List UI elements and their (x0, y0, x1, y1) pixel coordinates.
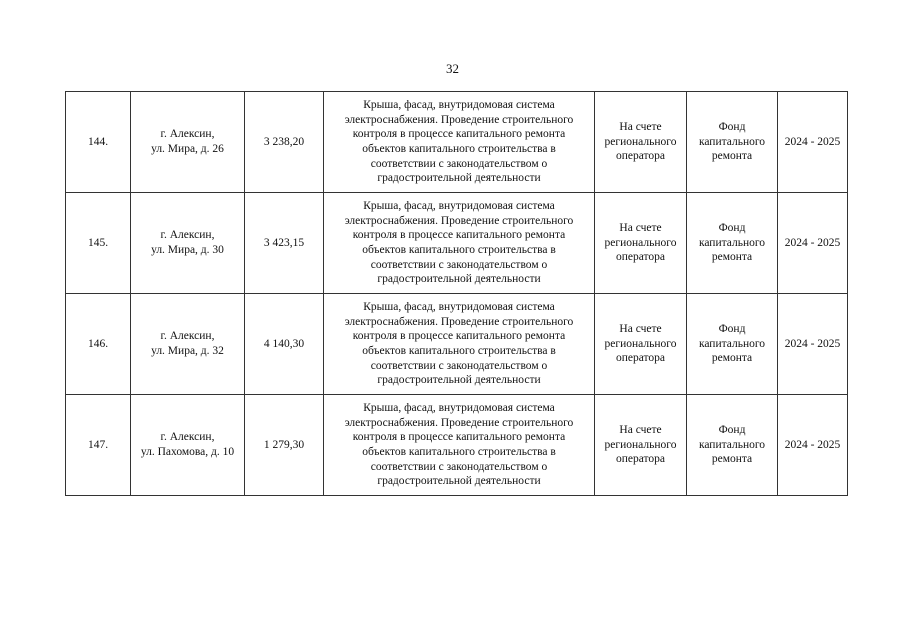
period-cell: 2024 - 2025 (778, 294, 848, 395)
works-line: Крыша, фасад, внутридомовая система (363, 200, 555, 213)
row-number: 144. (66, 92, 131, 193)
fund-line: Фонд (718, 323, 746, 336)
fund-line: ремонта (711, 251, 753, 264)
fund-line: капитального (698, 236, 766, 249)
fund-cell (687, 92, 778, 193)
account-line: регионального (604, 337, 677, 350)
account-line: оператора (615, 453, 666, 466)
works-line: объектов капитального строительства в (362, 244, 556, 256)
account-line: На счете (619, 323, 662, 336)
works-line: электроснабжения. Проведение строительного (344, 214, 574, 227)
account-line: регионального (604, 135, 677, 148)
works-line: соответствии с законодательством о (370, 157, 548, 170)
address-line: г. Алексин, (160, 229, 215, 242)
address-cell (131, 193, 245, 294)
table-row (66, 92, 848, 193)
account-line: На счете (619, 424, 662, 437)
address-line: ул. Мира, д. 32 (151, 345, 224, 357)
works-line: соответствии с законодательством о (370, 460, 548, 473)
works-cell (324, 294, 595, 395)
account-line: На счете (619, 222, 662, 235)
account-line: оператора (615, 150, 666, 163)
works-line: соответствии с законодательством о (370, 359, 548, 372)
account-cell (595, 294, 687, 395)
fund-line: ремонта (711, 352, 753, 365)
account-cell (595, 395, 687, 496)
works-line: электроснабжения. Проведение строительного (344, 416, 574, 429)
area-cell: 1 279,30 (245, 395, 324, 496)
address-cell (131, 395, 245, 496)
fund-line: капитального (698, 135, 766, 148)
works-line: электроснабжения. Проведение строительного (344, 113, 574, 126)
fund-line: Фонд (718, 222, 746, 235)
works-line: градостроительной деятельности (377, 374, 541, 387)
table-row (66, 193, 848, 294)
works-line: Крыша, фасад, внутридомовая система (363, 99, 555, 112)
account-cell (595, 193, 687, 294)
works-table-body (66, 92, 848, 496)
row-number: 146. (66, 294, 131, 395)
works-line: объектов капитального строительства в (362, 143, 556, 155)
fund-cell (687, 294, 778, 395)
works-cell (324, 92, 595, 193)
address-line: ул. Мира, д. 30 (151, 244, 224, 256)
fund-line: ремонта (711, 453, 753, 466)
works-line: контроля в процессе капитального ремонта (352, 128, 566, 141)
address-line: г. Алексин, (160, 330, 215, 343)
table-row (66, 294, 848, 395)
works-cell (324, 395, 595, 496)
fund-cell (687, 193, 778, 294)
area-cell: 3 423,15 (245, 193, 324, 294)
works-line: контроля в процессе капитального ремонта (352, 431, 566, 444)
fund-line: ремонта (711, 150, 753, 163)
fund-line: Фонд (718, 424, 746, 437)
works-line: объектов капитального строительства в (362, 345, 556, 357)
account-line: На счете (619, 121, 662, 134)
account-line: оператора (615, 251, 666, 264)
address-cell (131, 294, 245, 395)
works-line: соответствии с законодательством о (370, 258, 548, 271)
table-row (66, 395, 848, 496)
period-cell: 2024 - 2025 (778, 395, 848, 496)
period-cell: 2024 - 2025 (778, 193, 848, 294)
works-line: градостроительной деятельности (377, 273, 541, 286)
works-table (65, 91, 848, 496)
works-line: объектов капитального строительства в (362, 446, 556, 458)
fund-line: Фонд (718, 121, 746, 134)
works-line: градостроительной деятельности (377, 172, 541, 185)
row-number: 147. (66, 395, 131, 496)
area-cell: 3 238,20 (245, 92, 324, 193)
address-cell (131, 92, 245, 193)
account-line: оператора (615, 352, 666, 365)
page-number: 32 (446, 61, 459, 76)
works-line: Крыша, фасад, внутридомовая система (363, 301, 555, 314)
works-line: контроля в процессе капитального ремонта (352, 229, 566, 242)
fund-line: капитального (698, 337, 766, 350)
area-cell: 4 140,30 (245, 294, 324, 395)
address-line: г. Алексин, (160, 128, 215, 141)
address-line: г. Алексин, (160, 431, 215, 444)
works-line: контроля в процессе капитального ремонта (352, 330, 566, 343)
address-line: ул. Пахомова, д. 10 (140, 446, 235, 458)
works-line: градостроительной деятельности (377, 475, 541, 488)
works-line: Крыша, фасад, внутридомовая система (363, 402, 555, 415)
account-line: регионального (604, 236, 677, 249)
account-cell (595, 92, 687, 193)
row-number: 145. (66, 193, 131, 294)
period-cell: 2024 - 2025 (778, 92, 848, 193)
works-line: электроснабжения. Проведение строительного (344, 315, 574, 328)
account-line: регионального (604, 438, 677, 451)
fund-cell (687, 395, 778, 496)
fund-line: капитального (698, 438, 766, 451)
works-cell (324, 193, 595, 294)
address-line: ул. Мира, д. 26 (151, 143, 224, 155)
